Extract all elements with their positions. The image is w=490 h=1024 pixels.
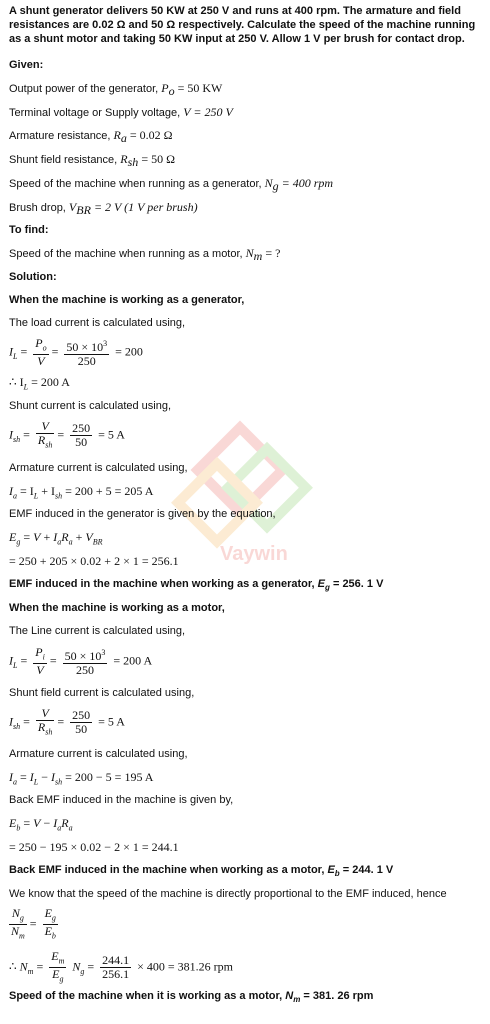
emf-generator-calc: = 250 + 205 × 0.02 + 2 × 1 = 256.1 (9, 554, 179, 568)
given-generator-speed: Speed of the machine when running as a generator, $N_g = 400$ rpm (9, 176, 334, 194)
shunt-field-current-equation: $I_{sh}$ = $\frac{V}{R_{sh}}$ = $\frac{250}{50}$ = 5 A (9, 706, 125, 737)
motor-speed-equation: ∴ $N_m$ = $\frac{E_m}{E_g}$ $N_g$ = $\frac{244.1}{256.1}$ × 400 = 381.26 rpm (9, 949, 234, 984)
load-current-result: ∴ $I_L = 200$ A (9, 375, 70, 392)
solution-heading: Solution: (9, 271, 57, 283)
final-motor-speed: Speed of the machine when it is working as a motor, $N_m = 381$. 26 rpm (9, 990, 374, 1005)
load-current-equation: $I_L$ = $\frac{P_o}{V}$ = $\frac{50 \times 10^3}{250}$ = 200 (9, 336, 143, 369)
emf-generator-text: EMF induced in the generator is given by the equation, (9, 508, 276, 520)
given-shunt-resistance: Shunt field resistance, $R_{sh} = 50$ Ω (9, 152, 175, 170)
given-terminal-voltage: Terminal voltage or Supply voltage, V = 250 V (9, 105, 233, 119)
line-current-equation: $I_L$ = $\frac{P_i}{V}$ = $\frac{50 \times 10^3}{250}$ = 200 A (9, 645, 153, 678)
proportionality-text: We know that the speed of the machine is directly proportional to the EMF induced, hence (9, 888, 447, 900)
back-emf-equation: $E_b = V - I_aR_a$ (9, 816, 73, 833)
shunt-current-equation: $I_{sh}$ = $\frac{V}{R_{sh}}$ = $\frac{250}{50}$ = 5 A (9, 419, 125, 450)
load-current-text: The load current is calculated using, (9, 317, 186, 329)
shunt-field-current-text: Shunt field current is calculated using, (9, 687, 195, 699)
generator-heading: When the machine is working as a generator, (9, 294, 245, 306)
armature-current-text: Armature current is calculated using, (9, 462, 188, 474)
problem-statement: A shunt generator delivers 50 KW at 250 V and runs at 400 rpm. The armature and field resistances are 0.02 Ω and 50 Ω respectively. Calculate the speed of the machine running as a shunt motor and taking 50 KW input at 250 V. Allow 1 V per brush for contact drop. (9, 5, 476, 45)
back-emf-result: Back EMF induced in the machine when working as a motor, $E_b = 244$. 1 V (9, 864, 394, 879)
given-brush-drop: Brush drop, $V_{BR} = 2$ V (1 V per brush) (9, 200, 198, 218)
motor-armature-current-text: Armature current is calculated using, (9, 748, 188, 760)
shunt-current-text: Shunt current is calculated using, (9, 400, 172, 412)
emf-generator-equation: $E_g = V + I_aR_a + V_{BR}$ (9, 530, 103, 547)
speed-ratio-equation: $\frac{N_g}{N_m}$ = $\frac{E_g}{E_b}$ (11, 906, 56, 941)
tofind-heading: To find: (9, 224, 49, 236)
emf-generator-result: EMF induced in the machine when working as a generator, $E_g = 256$. 1 V (9, 578, 384, 593)
back-emf-calc: = 250 − 195 × 0.02 − 2 × 1 = 244.1 (9, 840, 179, 854)
motor-heading: When the machine is working as a motor, (9, 602, 225, 614)
back-emf-text: Back EMF induced in the machine is given by, (9, 794, 234, 806)
watermark-text: Vaywin (220, 543, 288, 565)
given-output-power: Output power of the generator, $P_o = 50$ KW (9, 81, 223, 99)
given-heading: Given: (9, 59, 44, 71)
armature-current-equation: $I_a = I_L + I_{sh} = 200 + 5 = 205$ A (9, 484, 154, 501)
motor-armature-current-equation: $I_a = I_L - I_{sh} = 200 - 5 = 195$ A (9, 770, 154, 787)
given-armature-resistance: Armature resistance, $R_a = 0.02$ Ω (9, 128, 173, 146)
line-current-text: The Line current is calculated using, (9, 625, 186, 637)
tofind-motor-speed: Speed of the machine when running as a motor, $N_m$ = ? (9, 246, 281, 264)
